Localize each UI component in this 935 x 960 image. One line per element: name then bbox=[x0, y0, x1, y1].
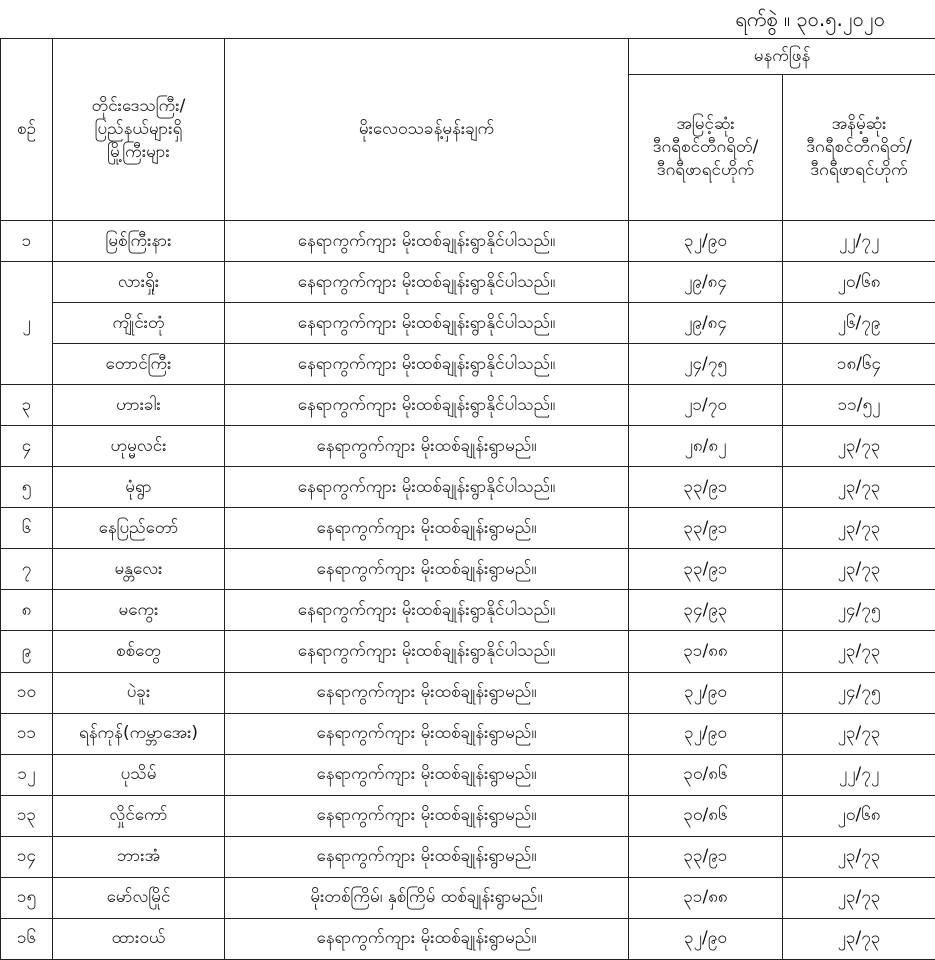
header-min-line-2: ဒီဂရီစင်တီဂရိတ်/ bbox=[806, 137, 912, 158]
table-row bbox=[1, 262, 935, 303]
row-number: ၁၀ bbox=[1, 672, 53, 713]
header-tomorrow: မနက်ဖြန် bbox=[629, 39, 935, 75]
city-name: တောင်ကြီး bbox=[53, 344, 225, 385]
table-row bbox=[1, 672, 935, 713]
max-temperature: ၂၁/၇၀ bbox=[629, 385, 783, 426]
forecast-text: နေရာကွက်ကျား မိုးထစ်ချုန်းရွာနိုင်ပါသည်။ bbox=[225, 262, 629, 303]
min-temperature: ၂၃/၇၃ bbox=[783, 549, 935, 590]
min-temperature: ၂၂/၇၂ bbox=[783, 754, 935, 795]
table-row bbox=[1, 631, 935, 672]
row-number: ၁ bbox=[1, 221, 53, 262]
header-min-temp bbox=[783, 75, 935, 221]
header-region-line-1: တိုင်းဒေသကြီး/ bbox=[91, 96, 186, 117]
weather-forecast-table bbox=[0, 38, 935, 960]
forecast-text: နေရာကွက်ကျား မိုးထစ်ချုန်းရွာမည်။ bbox=[225, 672, 629, 713]
max-temperature: ၃၃/၉၁ bbox=[629, 467, 783, 508]
max-temperature: ၃၃/၉၁ bbox=[629, 549, 783, 590]
forecast-text: နေရာကွက်ကျား မိုးထစ်ချုန်းရွာမည်။ bbox=[225, 918, 629, 959]
row-number: ၁၆ bbox=[1, 918, 53, 959]
forecast-text: မိုးတစ်ကြိမ်၊ နှစ်ကြိမ် ထစ်ချုန်းရွာမည်။ bbox=[225, 877, 629, 918]
header-max-temp bbox=[629, 75, 783, 221]
table-row bbox=[1, 590, 935, 631]
table-row bbox=[1, 549, 935, 590]
table-body bbox=[1, 221, 935, 960]
min-temperature: ၂၃/၇၃ bbox=[783, 918, 935, 959]
table-row bbox=[1, 344, 935, 385]
row-number: ၁၅ bbox=[1, 877, 53, 918]
forecast-text: နေရာကွက်ကျား မိုးထစ်ချုန်းရွာမည်။ bbox=[225, 795, 629, 836]
city-name: ရန်ကုန်(ကမ္ဘာအေး) bbox=[53, 713, 225, 754]
min-temperature: ၂၄/၇၅ bbox=[783, 590, 935, 631]
city-name: ပဲခူး bbox=[53, 672, 225, 713]
row-number: ၅ bbox=[1, 467, 53, 508]
city-name: မြစ်ကြီးနား bbox=[53, 221, 225, 262]
row-number: ၃ bbox=[1, 385, 53, 426]
forecast-text: နေရာကွက်ကျား မိုးထစ်ချုန်းရွာနိုင်ပါသည်။ bbox=[225, 631, 629, 672]
forecast-text: နေရာကွက်ကျား မိုးထစ်ချုန်းရွာမည်။ bbox=[225, 549, 629, 590]
city-name: ဟုမ္မလင်း bbox=[53, 426, 225, 467]
city-name: လှိုင်ကော် bbox=[53, 795, 225, 836]
header-number: စဉ် bbox=[1, 39, 53, 221]
header-region-line-3: မြို့ကြီးများ bbox=[107, 141, 170, 162]
city-name: ဟားခါး bbox=[53, 385, 225, 426]
max-temperature: ၃၂/၉၀ bbox=[629, 221, 783, 262]
forecast-text: နေရာကွက်ကျား မိုးထစ်ချုန်းရွာနိုင်ပါသည်။ bbox=[225, 467, 629, 508]
min-temperature: ၂၃/၇၃ bbox=[783, 713, 935, 754]
max-temperature: ၃၁/၈၈ bbox=[629, 877, 783, 918]
min-temperature: ၁၈/၆၄ bbox=[783, 344, 935, 385]
max-temperature: ၂၄/၇၅ bbox=[629, 344, 783, 385]
forecast-text: နေရာကွက်ကျား မိုးထစ်ချုန်းရွာမည်။ bbox=[225, 754, 629, 795]
min-temperature: ၂၆/၇၉ bbox=[783, 303, 935, 344]
forecast-text: နေရာကွက်ကျား မိုးထစ်ချုန်းရွာမည်။ bbox=[225, 713, 629, 754]
min-temperature: ၂၃/၇၃ bbox=[783, 877, 935, 918]
forecast-text: နေရာကွက်ကျား မိုးထစ်ချုန်းရွာနိုင်ပါသည်။ bbox=[225, 303, 629, 344]
min-temperature: ၂၀/၆၈ bbox=[783, 262, 935, 303]
city-name: ဘားအံ bbox=[53, 836, 225, 877]
document-date: ရက်စွဲ ။ ၃၀.၅.၂၀၂၀ bbox=[735, 7, 885, 31]
city-name: မော်လမြိုင် bbox=[53, 877, 225, 918]
max-temperature: ၃၀/၈၆ bbox=[629, 754, 783, 795]
city-name: ကျိုင်းတုံ bbox=[53, 303, 225, 344]
header-max-line-2: ဒီဂရီစင်တီဂရိတ်/ bbox=[652, 137, 759, 158]
header-min-line-1: အနိမ့်ဆုံး bbox=[831, 114, 887, 135]
min-temperature: ၂၄/၇၅ bbox=[783, 672, 935, 713]
row-number: ၁၃ bbox=[1, 795, 53, 836]
max-temperature: ၃၀/၈၆ bbox=[629, 795, 783, 836]
header-max-line-1: အမြင့်ဆုံး bbox=[676, 114, 735, 135]
row-number: ၄ bbox=[1, 426, 53, 467]
header-region-cities bbox=[53, 39, 225, 221]
row-number: ၆ bbox=[1, 508, 53, 549]
header-max-line-3: ဒီဂရီဖာရင်ဟိုက် bbox=[656, 159, 755, 180]
table-row bbox=[1, 795, 935, 836]
forecast-text: နေရာကွက်ကျား မိုးထစ်ချုန်းရွာမည်။ bbox=[225, 426, 629, 467]
forecast-text: နေရာကွက်ကျား မိုးထစ်ချုန်းရွာနိုင်ပါသည်။ bbox=[225, 385, 629, 426]
forecast-text: နေရာကွက်ကျား မိုးထစ်ချုန်းရွာနိုင်ပါသည်။ bbox=[225, 221, 629, 262]
row-number: ၂ bbox=[1, 262, 53, 385]
table-row bbox=[1, 385, 935, 426]
city-name: မုံရွာ bbox=[53, 467, 225, 508]
min-temperature: ၂၃/၇၃ bbox=[783, 426, 935, 467]
max-temperature: ၃၃/၉၁ bbox=[629, 836, 783, 877]
min-temperature: ၁၁/၅၂ bbox=[783, 385, 935, 426]
table-row bbox=[1, 426, 935, 467]
max-temperature: ၂၉/၈၄ bbox=[629, 303, 783, 344]
city-name: ထားဝယ် bbox=[53, 918, 225, 959]
max-temperature: ၂၉/၈၄ bbox=[629, 262, 783, 303]
table-row bbox=[1, 754, 935, 795]
table-row bbox=[1, 508, 935, 549]
city-name: လားရှိုး bbox=[53, 262, 225, 303]
row-number: ၉ bbox=[1, 631, 53, 672]
row-number: ၇ bbox=[1, 549, 53, 590]
min-temperature: ၂၃/၇၃ bbox=[783, 836, 935, 877]
forecast-text: နေရာကွက်ကျား မိုးထစ်ချုန်းရွာမည်။ bbox=[225, 508, 629, 549]
max-temperature: ၂၈/၈၂ bbox=[629, 426, 783, 467]
max-temperature: ၃၂/၉၀ bbox=[629, 672, 783, 713]
min-temperature: ၂၀/၆၈ bbox=[783, 795, 935, 836]
min-temperature: ၂၃/၇၃ bbox=[783, 631, 935, 672]
header-forecast: မိုးလေဝသခန့်မှန်းချက် bbox=[225, 39, 629, 221]
max-temperature: ၃၂/၉၀ bbox=[629, 918, 783, 959]
forecast-text: နေရာကွက်ကျား မိုးထစ်ချုန်းရွာနိုင်ပါသည်။ bbox=[225, 590, 629, 631]
city-name: ပုသိမ် bbox=[53, 754, 225, 795]
row-number: ၈ bbox=[1, 590, 53, 631]
table-row bbox=[1, 303, 935, 344]
min-temperature: ၂၃/၇၃ bbox=[783, 467, 935, 508]
row-number: ၁၄ bbox=[1, 836, 53, 877]
city-name: မန္တလေး bbox=[53, 549, 225, 590]
table-row bbox=[1, 877, 935, 918]
city-name: စစ်တွေ bbox=[53, 631, 225, 672]
row-number: ၁၁ bbox=[1, 713, 53, 754]
table-row bbox=[1, 713, 935, 754]
table-row bbox=[1, 836, 935, 877]
forecast-text: နေရာကွက်ကျား မိုးထစ်ချုန်းရွာမည်။ bbox=[225, 836, 629, 877]
city-name: မကွေး bbox=[53, 590, 225, 631]
max-temperature: ၃၄/၉၃ bbox=[629, 590, 783, 631]
table-row bbox=[1, 221, 935, 262]
row-number: ၁၂ bbox=[1, 754, 53, 795]
table-row bbox=[1, 918, 935, 959]
min-temperature: ၂၃/၇၃ bbox=[783, 508, 935, 549]
table-row bbox=[1, 467, 935, 508]
min-temperature: ၂၂/၇၂ bbox=[783, 221, 935, 262]
max-temperature: ၃၃/၉၁ bbox=[629, 508, 783, 549]
forecast-text: နေရာကွက်ကျား မိုးထစ်ချုန်းရွာနိုင်ပါသည်။ bbox=[225, 344, 629, 385]
max-temperature: ၃၂/၉၀ bbox=[629, 713, 783, 754]
header-region-line-2: ပြည်နယ်များရှိ bbox=[94, 119, 183, 140]
header-min-line-3: ဒီဂရီဖာရင်ဟိုက် bbox=[810, 159, 908, 180]
city-name: နေပြည်တော် bbox=[53, 508, 225, 549]
max-temperature: ၃၁/၈၈ bbox=[629, 631, 783, 672]
